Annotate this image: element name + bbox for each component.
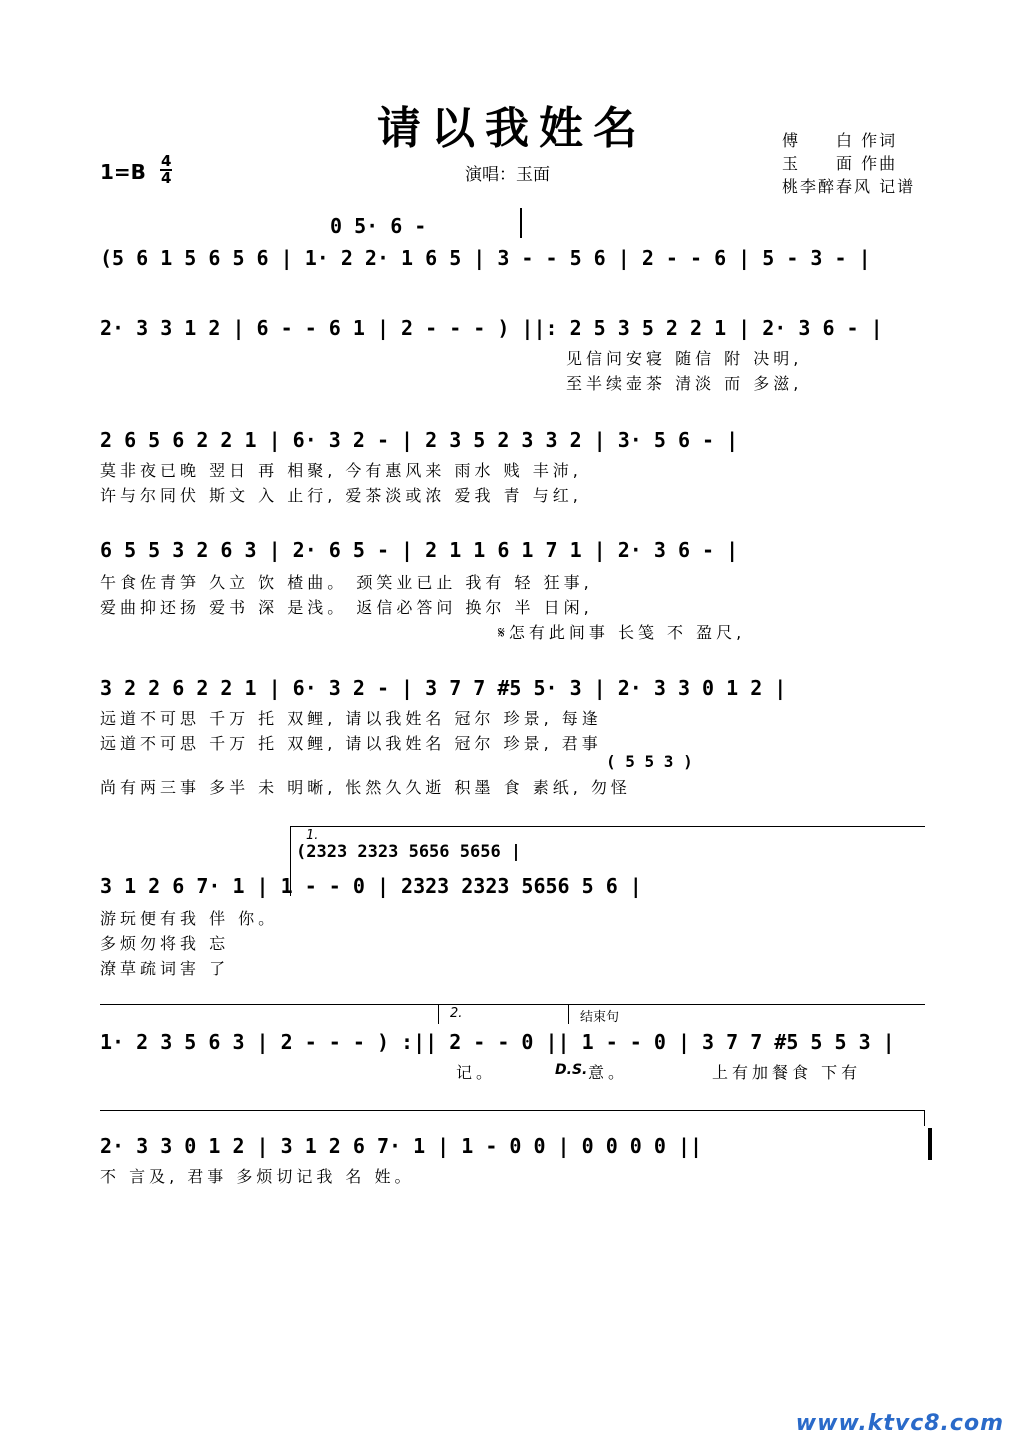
system6-lyric-verse2: 多烦勿将我 忘 [100, 934, 230, 953]
dal-segno-marking: D.S. [555, 1062, 588, 1078]
site-watermark: www.ktvc8.com [795, 1411, 1004, 1436]
barline [520, 208, 522, 238]
system7-notes: 1· 2 3 5 6 3 | 2 - - - ) :|| 2 - - 0 || 1 - - 0 | 3 7 7 #5 5 5 3 | [100, 1030, 895, 1054]
system2-lyric-verse1: 见信问安寝 随信 附 决明, [566, 349, 803, 368]
system6-lyric-verse1: 游玩便有我 伴 你。 [100, 909, 279, 928]
system2-notes: 2· 3 3 1 2 | 6 - - 6 1 | 2 - - - ) ||: 2 5 3 5 2 2 1 | 2· 3 6 - | [100, 316, 883, 340]
system4-notes: 6 5 5 3 2 6 3 | 2· 6 5 - | 2 1 1 6 1 7 1 | 2· 3 6 - | [100, 538, 739, 562]
time-signature-top: 4 [161, 152, 172, 170]
system7-top-rule [100, 1004, 925, 1005]
system6-upper-notes: (2323 2323 5656 5656 | [296, 842, 522, 862]
system5-notes: 3 2 2 6 2 2 1 | 6· 3 2 - | 3 7 7 #5 5· 3 | 2· 3 3 0 1 2 | [100, 676, 787, 700]
volta-1-bracket [290, 826, 925, 827]
time-signature-bottom: 4 [161, 169, 172, 187]
system8-notes: 2· 3 3 0 1 2 | 3 1 2 6 7· 1 | 1 - 0 0 | 0 0 0 0 || [100, 1134, 703, 1158]
volta-2-label: 2. [450, 1006, 463, 1021]
system8-rule-end [924, 1110, 925, 1126]
volta-2-bracket-side [438, 1004, 439, 1024]
system8-lyric: 不 言及, 君事 多烦切记我 名 姓。 [100, 1167, 415, 1186]
transcriber-credit: 桃李醉春风 记谱 [782, 177, 916, 196]
system5-lyric-verse3: 尚有两三事 多半 未 明晰, 怅然久久逝 积墨 食 素纸, 勿怪 [100, 778, 631, 797]
system6-lyric-verse3: 潦草疏词害 了 [100, 959, 230, 978]
system3-lyric-verse1: 莫非夜已晚 翌日 再 相聚, 今有惠风来 雨水 贱 丰沛, [100, 461, 582, 480]
system4-lyric-verse2: 爱曲抑还扬 爱书 深 是浅。 返信必答问 换尔 半 日闲, [100, 598, 593, 617]
composer-credit: 玉 面 作曲 [782, 154, 898, 173]
key-signature: 1=B [100, 160, 146, 184]
system4-lyric-verse1: 午食佐青笋 久立 饮 楂曲。 颈笑业已止 我有 轻 狂事, [100, 573, 593, 592]
system3-lyric-verse2: 许与尔同伏 斯文 入 止行, 爱茶淡或浓 爱我 青 与红, [100, 486, 582, 505]
system5-alt-notes: ( 5 5 3 ) [606, 752, 693, 771]
singer-credit: 演唱：玉面 [465, 165, 550, 185]
system5-lyric-verse2: 远道不可思 千万 托 双鲤, 请以我姓名 冠尔 珍景, 君事 [100, 734, 602, 753]
system5-lyric-verse1: 远道不可思 千万 托 双鲤, 请以我姓名 冠尔 珍景, 每逢 [100, 709, 602, 728]
system7-lyric-a: 记。 [456, 1063, 497, 1082]
system7-lyric-c: 上有加餐食 下有 [712, 1063, 862, 1082]
lyricist-credit: 傅 白 作词 [782, 131, 898, 150]
ending-bracket-side [568, 1004, 569, 1024]
system1-notes: (5 6 1 5 6 5 6 | 1· 2 2· 1 6 5 | 3 - - 5 6 | 2 - - 6 | 5 - 3 - | [100, 246, 871, 270]
system7-lyric-b: 意。 [588, 1063, 629, 1082]
ending-label: 结束句 [580, 1010, 620, 1025]
time-signature [160, 154, 172, 186]
volta-1-label: 1. [306, 828, 319, 843]
final-barline [928, 1128, 932, 1160]
system6-notes: 3 1 2 6 7· 1 | 1 - - 0 | 2323 2323 5656 5 6 | [100, 874, 642, 898]
page-title: 请以我姓名 [377, 103, 647, 154]
system3-notes: 2 6 5 6 2 2 1 | 6· 3 2 - | 2 3 5 2 3 3 2 | 3· 5 6 - | [100, 428, 739, 452]
system4-lyric-verse3: 𝄋怎有此间事 长笺 不 盈尺, [498, 623, 746, 642]
system8-top-rule [100, 1110, 925, 1111]
system2-lyric-verse2: 至半续壶茶 清淡 而 多滋, [566, 374, 803, 393]
pickup-notes: 0 5· 6 - [330, 214, 427, 238]
